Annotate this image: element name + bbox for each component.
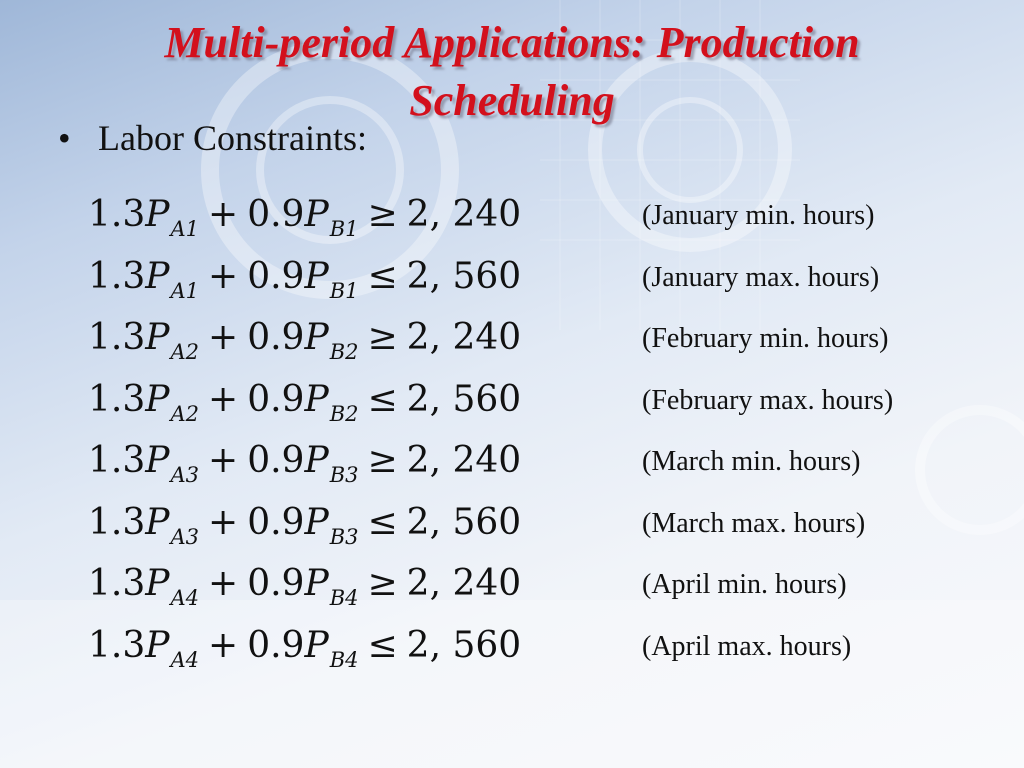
constraint-equation [88, 190, 521, 244]
right-hand-side: 2, 560 [406, 501, 522, 543]
subscript-b: B2 [329, 340, 359, 364]
constraint-row [88, 190, 988, 252]
constraint-row [88, 436, 988, 498]
plus-operator: + [208, 317, 239, 358]
plus-operator: + [208, 501, 239, 543]
right-hand-side: 2, 240 [406, 317, 522, 358]
subscript-b: B1 [329, 278, 359, 303]
slide-title: Multi-period Applications: Production Scheduling [164, 18, 860, 125]
plus-operator: + [208, 440, 239, 481]
subscript-b: B3 [329, 463, 359, 487]
variable-a: P [145, 563, 170, 604]
right-hand-side: 2, 560 [406, 378, 522, 420]
bullet-marker: • [58, 118, 71, 158]
constraint-note: (February max. hours) [642, 384, 894, 416]
constraint-row [88, 621, 988, 683]
bullet-item [58, 116, 367, 160]
bullet-text: Labor Constraints: [98, 118, 367, 158]
coefficient-b: 0.9 [247, 194, 305, 235]
coefficient-b: 0.9 [247, 624, 305, 666]
right-hand-side: 2, 240 [406, 440, 522, 481]
variable-b: P [304, 378, 329, 420]
constraint-list [88, 190, 988, 682]
constraint-note: (January min. hours) [642, 200, 875, 231]
variable-b: P [304, 194, 329, 235]
constraint-note: (March min. hours) [642, 446, 861, 477]
subscript-b: B2 [329, 401, 359, 426]
coefficient-a: 1.3 [88, 563, 146, 604]
right-hand-side: 2, 560 [406, 624, 522, 666]
variable-a: P [145, 317, 170, 358]
constraint-equation [88, 313, 521, 367]
coefficient-a: 1.3 [88, 440, 146, 481]
subscript-a: A4 [170, 647, 200, 672]
right-hand-side: 2, 240 [406, 194, 522, 235]
variable-b: P [304, 624, 329, 666]
coefficient-a: 1.3 [88, 317, 146, 358]
variable-b: P [304, 440, 329, 481]
coefficient-b: 0.9 [247, 317, 305, 358]
constraint-note: (February min. hours) [642, 323, 889, 354]
relation-operator: ≤ [367, 501, 398, 543]
variable-a: P [145, 440, 170, 481]
coefficient-b: 0.9 [247, 440, 305, 481]
subscript-a: A3 [170, 463, 200, 487]
subscript-a: A2 [170, 340, 200, 364]
plus-operator: + [208, 624, 239, 666]
variable-a: P [145, 501, 170, 543]
coefficient-a: 1.3 [88, 378, 146, 420]
coefficient-b: 0.9 [247, 255, 305, 297]
constraint-equation [88, 621, 521, 675]
relation-operator: ≥ [367, 317, 398, 358]
subscript-a: A2 [170, 401, 200, 426]
constraint-note: (March max. hours) [642, 507, 866, 539]
relation-operator: ≤ [367, 378, 398, 420]
coefficient-b: 0.9 [247, 378, 305, 420]
constraint-equation [88, 436, 521, 490]
plus-operator: + [208, 378, 239, 420]
variable-a: P [145, 255, 170, 297]
variable-b: P [304, 317, 329, 358]
subscript-b: B4 [329, 586, 359, 610]
constraint-row [88, 498, 988, 560]
variable-b: P [304, 255, 329, 297]
subscript-a: A4 [170, 586, 200, 610]
constraint-equation [88, 375, 521, 429]
constraint-note: (April max. hours) [642, 630, 852, 662]
constraint-note: (January max. hours) [642, 261, 880, 293]
subscript-a: A1 [170, 217, 200, 241]
coefficient-a: 1.3 [88, 255, 146, 297]
subscript-b: B4 [329, 647, 359, 672]
plus-operator: + [208, 563, 239, 604]
plus-operator: + [208, 255, 239, 297]
constraint-equation [88, 498, 521, 552]
right-hand-side: 2, 240 [406, 563, 522, 604]
relation-operator: ≤ [367, 624, 398, 666]
constraint-row [88, 375, 988, 437]
relation-operator: ≥ [367, 440, 398, 481]
constraint-note: (April min. hours) [642, 569, 847, 600]
coefficient-b: 0.9 [247, 563, 305, 604]
right-hand-side: 2, 560 [406, 255, 522, 297]
variable-a: P [145, 378, 170, 420]
subscript-b: B1 [329, 217, 359, 241]
constraint-row [88, 313, 988, 375]
subscript-b: B3 [329, 524, 359, 549]
variable-b: P [304, 501, 329, 543]
relation-operator: ≤ [367, 255, 398, 297]
variable-b: P [304, 563, 329, 604]
relation-operator: ≥ [367, 563, 398, 604]
subscript-a: A1 [170, 278, 200, 303]
variable-a: P [145, 194, 170, 235]
subscript-a: A3 [170, 524, 200, 549]
coefficient-a: 1.3 [88, 194, 146, 235]
relation-operator: ≥ [367, 194, 398, 235]
coefficient-b: 0.9 [247, 501, 305, 543]
coefficient-a: 1.3 [88, 501, 146, 543]
plus-operator: + [208, 194, 239, 235]
variable-a: P [145, 624, 170, 666]
constraint-row [88, 252, 988, 314]
constraint-equation [88, 559, 521, 613]
constraint-row [88, 559, 988, 621]
coefficient-a: 1.3 [88, 624, 146, 666]
constraint-equation [88, 252, 521, 306]
